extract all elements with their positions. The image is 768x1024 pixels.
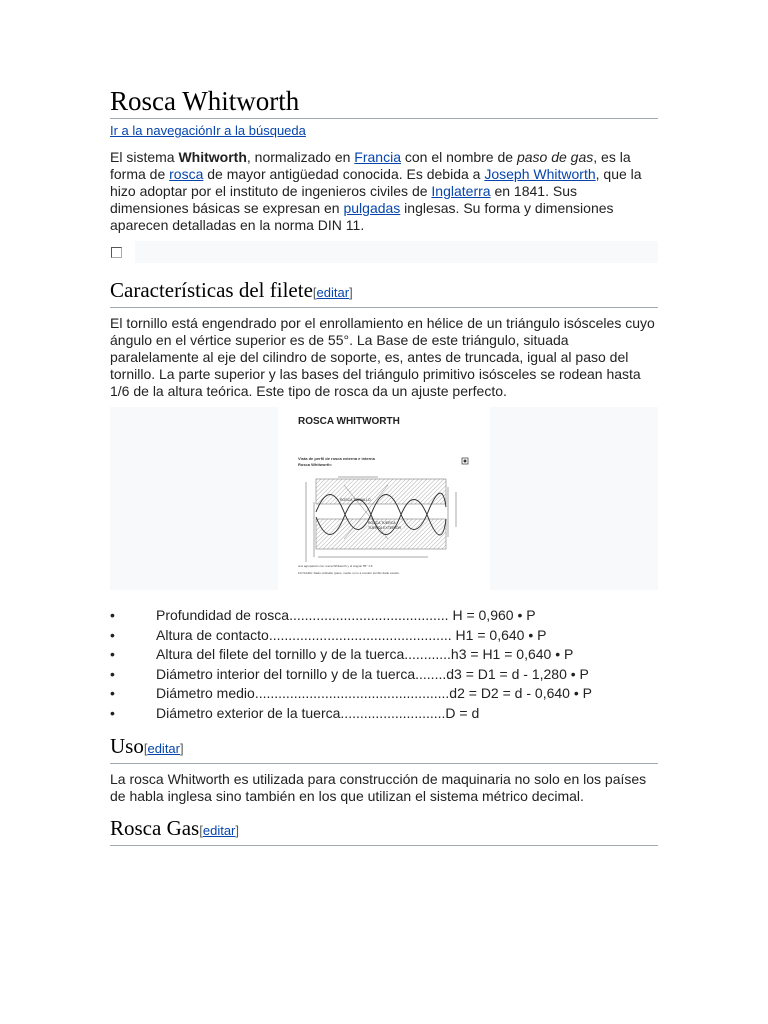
link-francia[interactable]: Francia xyxy=(354,149,401,165)
page-title: Rosca Whitworth xyxy=(110,0,658,119)
bullet-icon: • xyxy=(110,665,115,682)
svg-text:ROSCA TUERCA: ROSCA TUERCA xyxy=(368,521,396,525)
link-inglaterra[interactable]: Inglaterra xyxy=(431,183,491,199)
figure-frame xyxy=(110,407,658,590)
bold-term: Whitworth xyxy=(178,149,247,165)
list-item: • Altura del filete del tornillo y de la tuerca............h3 = H1 = 0,640 • P xyxy=(110,645,658,665)
intro-paragraph: El sistema Whitworth, normalizado en Francia con el nombre de paso de gas, es la forma de rosca de mayor antigüedad conocida. Es debida a Joseph Whitworth, que la hizo adoptar por el instituto de ingenieros civiles de Inglaterra en 1841. Sus dimensiones básicas se expresan en pulgadas inglesas. Su forma y dimensiones aparecen detalladas en la norma DIN 11. xyxy=(110,149,642,233)
section-heading-uso: Uso[editar] xyxy=(110,733,658,764)
italic-term: paso de gas xyxy=(516,149,594,165)
svg-text:TUERCA EXTERIOR: TUERCA EXTERIOR xyxy=(368,526,402,530)
bullet-icon: • xyxy=(110,607,115,623)
list-item: • Diámetro medio..................................................d2 = D2 = d - 0,640 • P xyxy=(110,684,658,704)
list-item: • Altura de contacto............................................... H1 = 0,640 • P xyxy=(110,626,658,646)
uso-paragraph: La rosca Whitworth es utilizada para construcción de maquinaria no solo en los países de habla inglesa sino también en los que utilizan el sistema métrico decimal. xyxy=(110,771,647,804)
link-rosca[interactable]: rosca xyxy=(169,166,204,182)
edit-section-gas: [editar] xyxy=(199,823,240,838)
svg-text:Vista de perfil de rosca exter: Vista de perfil de rosca externa e interna xyxy=(298,456,375,461)
whitworth-thread-diagram xyxy=(278,407,490,590)
section-heading-gas: Rosca Gas[editar] xyxy=(110,815,658,846)
svg-text:ROSCA TORNILLO: ROSCA TORNILLO xyxy=(340,498,371,502)
edit-link[interactable]: editar xyxy=(147,741,180,756)
bullet-icon: • xyxy=(110,685,115,701)
list-item: • Diámetro interior del tornillo y de la tuerca........d3 = D1 = d - 1,280 • P xyxy=(110,665,658,685)
link-pulgadas[interactable]: pulgadas xyxy=(343,200,401,216)
bullet-icon: • xyxy=(110,646,115,662)
toc-bar xyxy=(135,241,658,263)
edit-section-uso: [editar] xyxy=(143,741,184,756)
thread-profile-drawing xyxy=(278,407,490,590)
edit-section-filete: [editar] xyxy=(312,285,353,300)
bullet-icon: • xyxy=(110,704,115,721)
jump-links xyxy=(110,123,658,139)
article xyxy=(110,0,658,846)
edit-link[interactable]: editar xyxy=(202,823,236,838)
edit-link[interactable]: editar xyxy=(316,285,350,300)
section-heading-filete: Características del filete[editar] xyxy=(110,277,658,308)
bullet-icon: • xyxy=(110,626,115,643)
list-item: • Diámetro exterior de la tuerca...........................D = d xyxy=(110,704,658,724)
list-item: • Profundidad de rosca......................................... H = 0,960 • P xyxy=(110,606,658,626)
svg-text:una agrupación con rosca Whitw: una agrupación con rosca Whitworth y el ángulo 55° 1:6 xyxy=(298,564,373,568)
toc-row xyxy=(110,241,658,263)
thread-dimension-list xyxy=(110,606,658,723)
svg-text:Rosca Whitworth:: Rosca Whitworth: xyxy=(298,462,332,467)
svg-text:FCYAARA: Dado ordinátio (paso,: FCYAARA: Dado ordinátio (paso, medio x) no a condon tornillo dado exactó. xyxy=(298,571,400,575)
link-joseph-whitworth[interactable]: Joseph Whitworth xyxy=(484,166,596,182)
jump-to-navigation-link[interactable]: Ir a la navegación xyxy=(110,123,213,138)
figure-title: ROSCA WHITWORTH xyxy=(298,416,400,427)
toc-checkbox-icon[interactable] xyxy=(111,247,122,258)
filete-paragraph: El tornillo está engendrado por el enrollamiento en hélice de un triángulo isósceles cuyo ángulo en el vértice superior es de 55°. La Base de este triángulo, situada paralelamente al eje del cilindro de soporte, es, antes de truncada, igual al paso del tornillo. La parte superior y las bases del triángulo primitivo isósceles se rodean hasta 1/6 de la altura teórica. Este tipo de rosca da un ajuste perfecto. xyxy=(110,315,655,399)
jump-to-search-link[interactable]: Ir a la búsqueda xyxy=(212,123,306,138)
